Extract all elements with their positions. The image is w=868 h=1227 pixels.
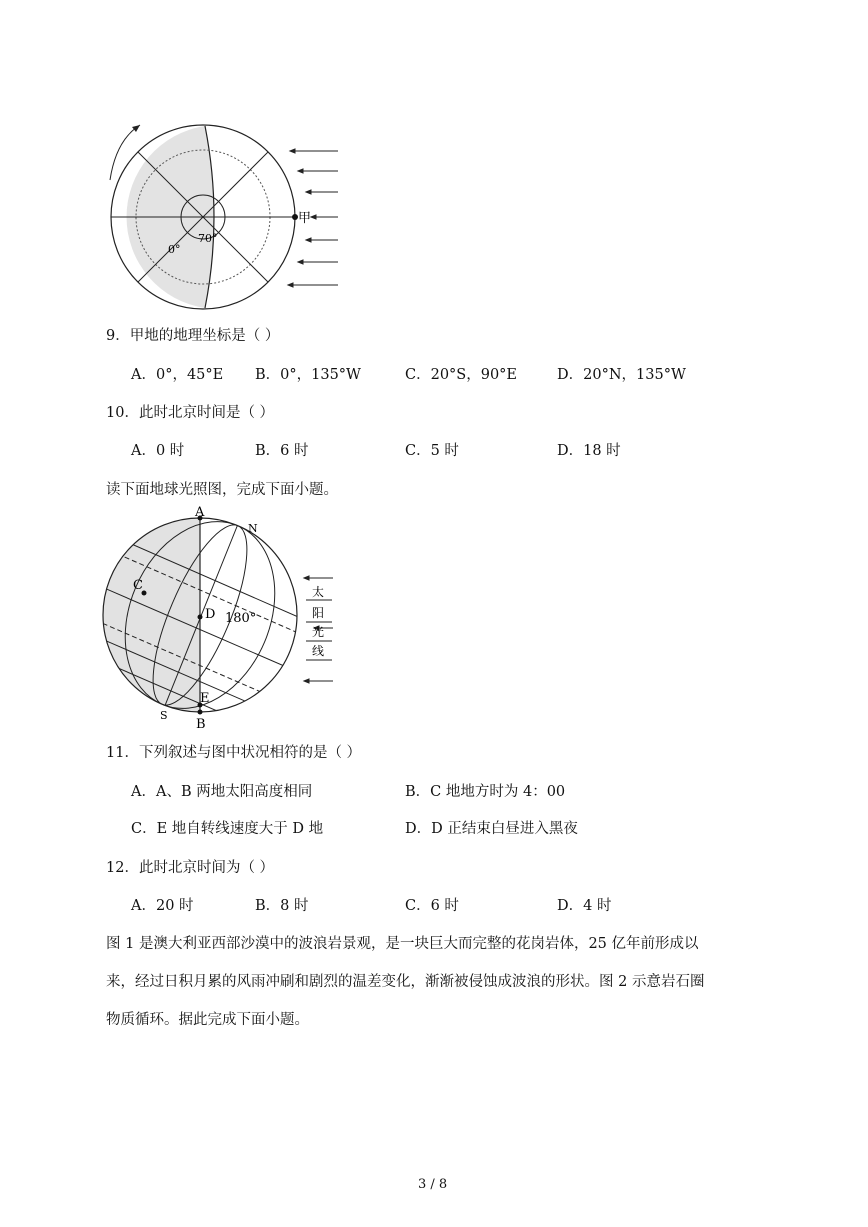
- q10-option-a: A．0 时: [131, 443, 185, 459]
- q9-option-c: C．20°S，90°E: [405, 367, 518, 383]
- rotation-arrow: [110, 125, 140, 180]
- q12-option-a: A．20 时: [131, 898, 194, 914]
- label-E: E: [200, 691, 210, 706]
- sun-char-2: 阳: [312, 606, 325, 620]
- sun-char-4: 线: [312, 644, 325, 658]
- q10-stem: 10．此时北京时间是（ ）: [106, 405, 275, 421]
- label-70: 70°: [198, 232, 218, 245]
- label-S: S: [160, 709, 168, 722]
- q10-option-d: D．18 时: [557, 443, 621, 459]
- passage-line-3: 物质循环。据此完成下面小题。: [106, 1012, 309, 1028]
- label-jia: 甲: [298, 211, 312, 226]
- q11-option-b: B．C 地地方时为 4：00: [405, 784, 566, 800]
- q11-option-c: C．E 地自转线速度大于 D 地: [131, 821, 324, 837]
- q12-stem: 12．此时北京时间为（ ）: [106, 860, 275, 876]
- page-number: 3 / 8: [418, 1177, 448, 1192]
- label-0: 0°: [168, 243, 181, 256]
- sun-char-1: 太: [312, 585, 325, 599]
- q12-option-c: C．6 时: [405, 898, 459, 914]
- q9-option-b: B．0°，135°W: [255, 367, 361, 383]
- q9-option-a: A．0°，45°E: [131, 367, 224, 383]
- q10-option-c: C．5 时: [405, 443, 459, 459]
- globe-illumination-figure: [98, 505, 348, 730]
- q11-option-d: D．D 正结束白昼进入黑夜: [405, 821, 578, 837]
- label-C: C: [133, 578, 143, 593]
- q11-option-a: A．A、B 两地太阳高度相同: [131, 784, 313, 800]
- polar-illumination-figure: [98, 115, 348, 315]
- q11-stem: 11．下列叙述与图中状况相符的是（ ）: [106, 745, 362, 761]
- label-D: D: [205, 607, 216, 622]
- label-A: A: [195, 505, 205, 520]
- passage-line-2: 来，经过日积月累的风雨冲刷和剧烈的温差变化，渐渐被侵蚀成波浪的形状。图 2 示意岩石圈: [106, 974, 705, 990]
- label-N: N: [248, 522, 258, 535]
- passage-line-1: 图 1 是澳大利亚西部沙漠中的波浪岩景观，是一块巨大而完整的花岗岩体，25 亿年前形成以: [106, 936, 699, 952]
- intro-figure2: 读下面地球光照图，完成下面小题。: [106, 482, 338, 498]
- q9-stem: 9．甲地的地理坐标是（ ）: [106, 328, 280, 344]
- q10-option-b: B．6 时: [255, 443, 309, 459]
- sun-char-3: 光: [312, 625, 325, 639]
- label-180: 180°: [225, 611, 257, 626]
- q9-option-d: D．20°N，135°W: [557, 367, 686, 383]
- label-B: B: [196, 717, 206, 730]
- rotation-arrowhead: [132, 125, 140, 132]
- q12-option-b: B．8 时: [255, 898, 309, 914]
- q12-option-d: D．4 时: [557, 898, 612, 914]
